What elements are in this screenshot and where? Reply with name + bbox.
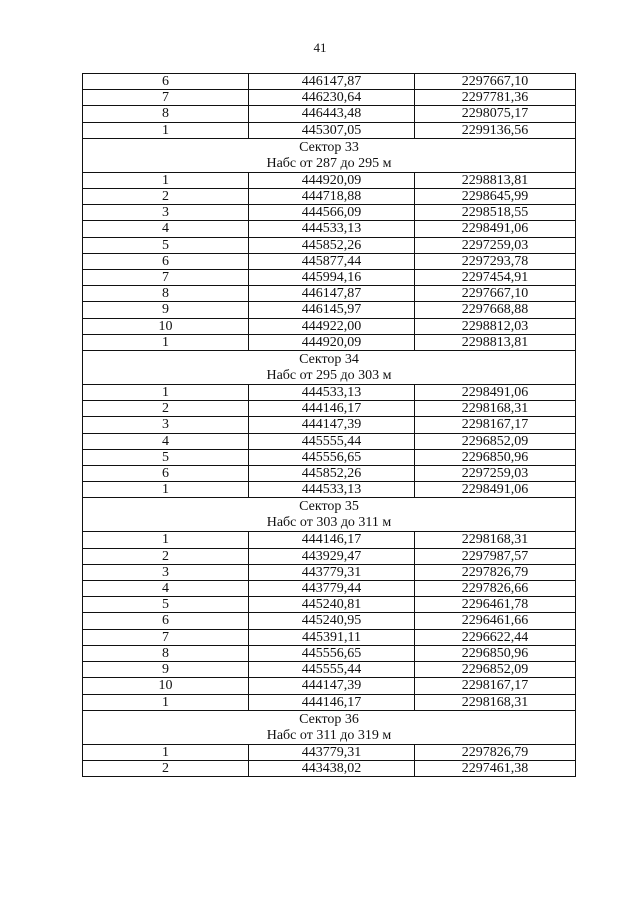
sector-header-row [83, 138, 576, 172]
sector-header [83, 710, 576, 744]
y-coordinate-cell: 2298812,03 [415, 318, 576, 334]
table-row [83, 694, 576, 710]
table-row [83, 548, 576, 564]
table-row [83, 629, 576, 645]
coordinates-table [82, 73, 576, 777]
point-number-cell: 10 [83, 318, 249, 334]
x-coordinate-cell: 444533,13 [249, 221, 415, 237]
point-number-cell: 4 [83, 433, 249, 449]
table-row [83, 189, 576, 205]
point-number-cell: 3 [83, 564, 249, 580]
table-row [83, 205, 576, 221]
table-row [83, 286, 576, 302]
x-coordinate-cell: 445240,81 [249, 597, 415, 613]
point-number-cell: 7 [83, 629, 249, 645]
x-coordinate-cell: 445556,65 [249, 449, 415, 465]
point-number-cell: 3 [83, 417, 249, 433]
y-coordinate-cell: 2298813,81 [415, 334, 576, 350]
sector-header [83, 351, 576, 385]
x-coordinate-cell: 444920,09 [249, 334, 415, 350]
point-number-cell: 9 [83, 302, 249, 318]
y-coordinate-cell: 2298491,06 [415, 221, 576, 237]
y-coordinate-cell: 2298491,06 [415, 385, 576, 401]
y-coordinate-cell: 2296852,09 [415, 433, 576, 449]
point-number-cell: 4 [83, 581, 249, 597]
point-number-cell: 5 [83, 449, 249, 465]
point-number-cell: 1 [83, 744, 249, 760]
point-number-cell: 8 [83, 645, 249, 661]
y-coordinate-cell: 2296850,96 [415, 645, 576, 661]
sector-header [83, 138, 576, 172]
x-coordinate-cell: 445556,65 [249, 645, 415, 661]
point-number-cell: 2 [83, 548, 249, 564]
table-row [83, 270, 576, 286]
y-coordinate-cell: 2296461,66 [415, 613, 576, 629]
x-coordinate-cell: 444922,00 [249, 318, 415, 334]
x-coordinate-cell: 445555,44 [249, 662, 415, 678]
table-row [83, 334, 576, 350]
x-coordinate-cell: 444533,13 [249, 482, 415, 498]
x-coordinate-cell: 444147,39 [249, 417, 415, 433]
x-coordinate-cell: 445852,26 [249, 466, 415, 482]
y-coordinate-cell: 2297826,79 [415, 564, 576, 580]
x-coordinate-cell: 445391,11 [249, 629, 415, 645]
table-row [83, 302, 576, 318]
x-coordinate-cell: 446147,87 [249, 286, 415, 302]
x-coordinate-cell: 446230,64 [249, 90, 415, 106]
x-coordinate-cell: 445852,26 [249, 237, 415, 253]
table-row [83, 106, 576, 122]
y-coordinate-cell: 2297461,38 [415, 760, 576, 776]
x-coordinate-cell: 443438,02 [249, 760, 415, 776]
point-number-cell: 7 [83, 270, 249, 286]
table-row [83, 401, 576, 417]
sector-height-range: Набс от 295 до 303 м [266, 368, 392, 384]
y-coordinate-cell: 2298813,81 [415, 172, 576, 188]
x-coordinate-cell: 443779,31 [249, 564, 415, 580]
point-number-cell: 1 [83, 694, 249, 710]
table-row [83, 449, 576, 465]
y-coordinate-cell: 2297259,03 [415, 237, 576, 253]
y-coordinate-cell: 2298167,17 [415, 417, 576, 433]
point-number-cell: 3 [83, 205, 249, 221]
y-coordinate-cell: 2296850,96 [415, 449, 576, 465]
y-coordinate-cell: 2297667,10 [415, 286, 576, 302]
table-row [83, 90, 576, 106]
point-number-cell: 1 [83, 482, 249, 498]
point-number-cell: 9 [83, 662, 249, 678]
point-number-cell: 7 [83, 90, 249, 106]
table-row [83, 744, 576, 760]
point-number-cell: 6 [83, 74, 249, 90]
y-coordinate-cell: 2298167,17 [415, 678, 576, 694]
y-coordinate-cell: 2298168,31 [415, 694, 576, 710]
x-coordinate-cell: 445994,16 [249, 270, 415, 286]
table-row [83, 581, 576, 597]
table-row [83, 74, 576, 90]
sector-title: Сектор 33 [299, 139, 359, 155]
point-number-cell: 2 [83, 401, 249, 417]
sector-header [83, 498, 576, 532]
x-coordinate-cell: 445240,95 [249, 613, 415, 629]
table-row [83, 172, 576, 188]
y-coordinate-cell: 2298168,31 [415, 532, 576, 548]
y-coordinate-cell: 2297781,36 [415, 90, 576, 106]
point-number-cell: 5 [83, 237, 249, 253]
y-coordinate-cell: 2297454,91 [415, 270, 576, 286]
point-number-cell: 8 [83, 286, 249, 302]
coordinates-table-body [83, 74, 576, 777]
x-coordinate-cell: 446147,87 [249, 74, 415, 90]
point-number-cell: 2 [83, 189, 249, 205]
table-row [83, 662, 576, 678]
point-number-cell: 5 [83, 597, 249, 613]
table-row [83, 482, 576, 498]
x-coordinate-cell: 444146,17 [249, 401, 415, 417]
x-coordinate-cell: 445307,05 [249, 122, 415, 138]
sector-title: Сектор 34 [299, 352, 359, 368]
table-row [83, 385, 576, 401]
y-coordinate-cell: 2296622,44 [415, 629, 576, 645]
y-coordinate-cell: 2298645,99 [415, 189, 576, 205]
table-row [83, 678, 576, 694]
table-row [83, 532, 576, 548]
point-number-cell: 1 [83, 172, 249, 188]
x-coordinate-cell: 444533,13 [249, 385, 415, 401]
point-number-cell: 4 [83, 221, 249, 237]
sector-header-row [83, 351, 576, 385]
x-coordinate-cell: 444718,88 [249, 189, 415, 205]
x-coordinate-cell: 444147,39 [249, 678, 415, 694]
sector-height-range: Набс от 287 до 295 м [266, 155, 392, 171]
table-row [83, 417, 576, 433]
point-number-cell: 6 [83, 466, 249, 482]
sector-header-row [83, 498, 576, 532]
y-coordinate-cell: 2297259,03 [415, 466, 576, 482]
sector-height-range: Набс от 303 до 311 м [266, 515, 392, 531]
table-row [83, 645, 576, 661]
table-row [83, 253, 576, 269]
x-coordinate-cell: 443779,44 [249, 581, 415, 597]
point-number-cell: 6 [83, 613, 249, 629]
y-coordinate-cell: 2297293,78 [415, 253, 576, 269]
y-coordinate-cell: 2297987,57 [415, 548, 576, 564]
table-row [83, 760, 576, 776]
table-row [83, 318, 576, 334]
x-coordinate-cell: 444566,09 [249, 205, 415, 221]
y-coordinate-cell: 2297668,88 [415, 302, 576, 318]
sector-title: Сектор 35 [299, 499, 359, 515]
y-coordinate-cell: 2297667,10 [415, 74, 576, 90]
page-number: 41 [313, 40, 327, 55]
x-coordinate-cell: 444920,09 [249, 172, 415, 188]
x-coordinate-cell: 445555,44 [249, 433, 415, 449]
x-coordinate-cell: 446443,48 [249, 106, 415, 122]
y-coordinate-cell: 2297826,66 [415, 581, 576, 597]
x-coordinate-cell: 444146,17 [249, 532, 415, 548]
point-number-cell: 1 [83, 532, 249, 548]
x-coordinate-cell: 444146,17 [249, 694, 415, 710]
point-number-cell: 1 [83, 385, 249, 401]
point-number-cell: 2 [83, 760, 249, 776]
x-coordinate-cell: 443779,31 [249, 744, 415, 760]
x-coordinate-cell: 443929,47 [249, 548, 415, 564]
sector-height-range: Набс от 311 до 319 м [266, 727, 392, 743]
table-row [83, 597, 576, 613]
point-number-cell: 6 [83, 253, 249, 269]
point-number-cell: 10 [83, 678, 249, 694]
point-number-cell: 8 [83, 106, 249, 122]
y-coordinate-cell: 2297826,79 [415, 744, 576, 760]
y-coordinate-cell: 2298518,55 [415, 205, 576, 221]
y-coordinate-cell: 2298491,06 [415, 482, 576, 498]
x-coordinate-cell: 446145,97 [249, 302, 415, 318]
table-row [83, 122, 576, 138]
table-row [83, 221, 576, 237]
point-number-cell: 1 [83, 334, 249, 350]
y-coordinate-cell: 2298075,17 [415, 106, 576, 122]
sector-title: Сектор 36 [299, 711, 359, 727]
sector-header-row [83, 710, 576, 744]
y-coordinate-cell: 2298168,31 [415, 401, 576, 417]
table-row [83, 237, 576, 253]
point-number-cell: 1 [83, 122, 249, 138]
y-coordinate-cell: 2296461,78 [415, 597, 576, 613]
y-coordinate-cell: 2296852,09 [415, 662, 576, 678]
y-coordinate-cell: 2299136,56 [415, 122, 576, 138]
table-row [83, 564, 576, 580]
table-row [83, 433, 576, 449]
x-coordinate-cell: 445877,44 [249, 253, 415, 269]
table-row [83, 613, 576, 629]
table-row [83, 466, 576, 482]
